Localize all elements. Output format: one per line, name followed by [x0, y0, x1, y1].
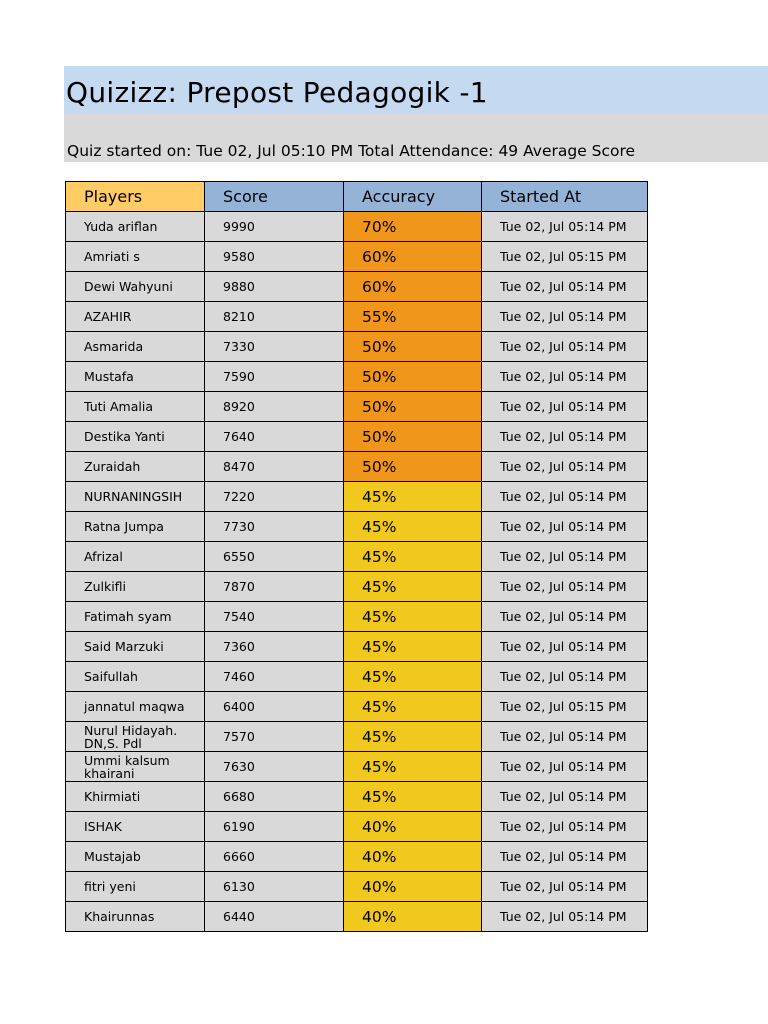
player-cell: Dewi Wahyuni	[66, 272, 205, 302]
accuracy-cell: 40%	[344, 842, 482, 872]
accuracy-cell: 40%	[344, 812, 482, 842]
table-row	[66, 392, 648, 422]
started-at-cell: Tue 02, Jul 05:14 PM	[482, 872, 648, 902]
score-cell: 8470	[205, 452, 344, 482]
table-row	[66, 482, 648, 512]
accuracy-cell: 45%	[344, 662, 482, 692]
table-row	[66, 512, 648, 542]
score-cell: 9580	[205, 242, 344, 272]
started-at-cell: Tue 02, Jul 05:14 PM	[482, 212, 648, 242]
table-row	[66, 272, 648, 302]
page-title: Quizizz: Prepost Pedagogik -1	[66, 76, 488, 109]
started-at-cell: Tue 02, Jul 05:15 PM	[482, 242, 648, 272]
table-row	[66, 872, 648, 902]
accuracy-cell: 50%	[344, 332, 482, 362]
score-cell: 6550	[205, 542, 344, 572]
started-at-cell: Tue 02, Jul 05:14 PM	[482, 632, 648, 662]
table-row	[66, 782, 648, 812]
score-cell: 9880	[205, 272, 344, 302]
started-at-cell: Tue 02, Jul 05:14 PM	[482, 782, 648, 812]
table-row	[66, 452, 648, 482]
started-at-cell: Tue 02, Jul 05:14 PM	[482, 812, 648, 842]
score-cell: 6680	[205, 782, 344, 812]
score-cell: 8210	[205, 302, 344, 332]
table-row	[66, 332, 648, 362]
table-row	[66, 212, 648, 242]
started-at-cell: Tue 02, Jul 05:14 PM	[482, 752, 648, 782]
accuracy-cell: 45%	[344, 572, 482, 602]
accuracy-cell: 45%	[344, 692, 482, 722]
player-cell: Mustajab	[66, 842, 205, 872]
table-row	[66, 722, 648, 752]
accuracy-cell: 45%	[344, 512, 482, 542]
started-at-cell: Tue 02, Jul 05:14 PM	[482, 512, 648, 542]
player-cell: Fatimah syam	[66, 602, 205, 632]
player-cell: Amriati s	[66, 242, 205, 272]
started-at-cell: Tue 02, Jul 05:14 PM	[482, 392, 648, 422]
player-cell: AZAHIR	[66, 302, 205, 332]
score-cell: 6400	[205, 692, 344, 722]
table-row	[66, 632, 648, 662]
accuracy-cell: 45%	[344, 632, 482, 662]
player-cell: Nurul Hidayah. DN,S. Pdl	[66, 722, 205, 752]
started-at-cell: Tue 02, Jul 05:14 PM	[482, 542, 648, 572]
score-cell: 6130	[205, 872, 344, 902]
score-cell: 6190	[205, 812, 344, 842]
started-at-cell: Tue 02, Jul 05:14 PM	[482, 452, 648, 482]
accuracy-cell: 60%	[344, 242, 482, 272]
accuracy-cell: 55%	[344, 302, 482, 332]
header-score: Score	[205, 182, 344, 212]
table-row	[66, 812, 648, 842]
info-band	[64, 114, 768, 162]
player-cell: Asmarida	[66, 332, 205, 362]
started-at-cell: Tue 02, Jul 05:14 PM	[482, 842, 648, 872]
started-at-cell: Tue 02, Jul 05:14 PM	[482, 722, 648, 752]
score-cell: 6660	[205, 842, 344, 872]
player-cell: Tuti Amalia	[66, 392, 205, 422]
table-row	[66, 302, 648, 332]
player-cell: Mustafa	[66, 362, 205, 392]
player-cell: Said Marzuki	[66, 632, 205, 662]
player-cell: fitri yeni	[66, 872, 205, 902]
header-started-at: Started At	[482, 182, 648, 212]
score-cell: 7540	[205, 602, 344, 632]
header-accuracy: Accuracy	[344, 182, 482, 212]
started-at-cell: Tue 02, Jul 05:15 PM	[482, 692, 648, 722]
accuracy-cell: 50%	[344, 422, 482, 452]
started-at-cell: Tue 02, Jul 05:14 PM	[482, 572, 648, 602]
score-cell: 9990	[205, 212, 344, 242]
accuracy-cell: 50%	[344, 392, 482, 422]
player-cell: Khairunnas	[66, 902, 205, 932]
accuracy-cell: 40%	[344, 902, 482, 932]
table-body	[66, 212, 648, 932]
accuracy-cell: 45%	[344, 752, 482, 782]
score-cell: 7360	[205, 632, 344, 662]
score-cell: 7330	[205, 332, 344, 362]
player-cell: Yuda ariflan	[66, 212, 205, 242]
player-cell: NURNANINGSIH	[66, 482, 205, 512]
started-at-cell: Tue 02, Jul 05:14 PM	[482, 362, 648, 392]
started-at-cell: Tue 02, Jul 05:14 PM	[482, 902, 648, 932]
table-row	[66, 842, 648, 872]
started-at-cell: Tue 02, Jul 05:14 PM	[482, 272, 648, 302]
table-row	[66, 692, 648, 722]
player-cell: Zulkifli	[66, 572, 205, 602]
accuracy-cell: 40%	[344, 872, 482, 902]
started-at-cell: Tue 02, Jul 05:14 PM	[482, 422, 648, 452]
player-cell: Afrizal	[66, 542, 205, 572]
header-row	[66, 182, 648, 212]
accuracy-cell: 45%	[344, 782, 482, 812]
player-cell: Ratna Jumpa	[66, 512, 205, 542]
table-row	[66, 572, 648, 602]
score-cell: 8920	[205, 392, 344, 422]
accuracy-cell: 50%	[344, 362, 482, 392]
table-row	[66, 422, 648, 452]
table-row	[66, 662, 648, 692]
player-cell: Saifullah	[66, 662, 205, 692]
quiz-summary: Quiz started on: Tue 02, Jul 05:10 PM Total Attendance: 49 Average Score	[67, 142, 636, 160]
player-cell: ISHAK	[66, 812, 205, 842]
accuracy-cell: 50%	[344, 452, 482, 482]
started-at-cell: Tue 02, Jul 05:14 PM	[482, 302, 648, 332]
player-cell: Zuraidah	[66, 452, 205, 482]
table-row	[66, 902, 648, 932]
player-cell: Khirmiati	[66, 782, 205, 812]
header-players: Players	[66, 182, 205, 212]
started-at-cell: Tue 02, Jul 05:14 PM	[482, 482, 648, 512]
table-row	[66, 362, 648, 392]
table-row	[66, 602, 648, 632]
title-band	[64, 66, 768, 114]
started-at-cell: Tue 02, Jul 05:14 PM	[482, 332, 648, 362]
score-cell: 7570	[205, 722, 344, 752]
player-cell: Ummi kalsum khairani	[66, 752, 205, 782]
accuracy-cell: 60%	[344, 272, 482, 302]
accuracy-cell: 45%	[344, 542, 482, 572]
started-at-cell: Tue 02, Jul 05:14 PM	[482, 662, 648, 692]
score-cell: 7220	[205, 482, 344, 512]
score-cell: 7730	[205, 512, 344, 542]
score-cell: 7460	[205, 662, 344, 692]
score-cell: 7640	[205, 422, 344, 452]
table-row	[66, 542, 648, 572]
player-cell: Destika Yanti	[66, 422, 205, 452]
score-cell: 7870	[205, 572, 344, 602]
score-cell: 7630	[205, 752, 344, 782]
table-row	[66, 752, 648, 782]
accuracy-cell: 45%	[344, 602, 482, 632]
table-row	[66, 242, 648, 272]
score-cell: 6440	[205, 902, 344, 932]
accuracy-cell: 45%	[344, 482, 482, 512]
score-cell: 7590	[205, 362, 344, 392]
player-cell: jannatul maqwa	[66, 692, 205, 722]
accuracy-cell: 70%	[344, 212, 482, 242]
accuracy-cell: 45%	[344, 722, 482, 752]
started-at-cell: Tue 02, Jul 05:14 PM	[482, 602, 648, 632]
results-table	[65, 181, 648, 932]
